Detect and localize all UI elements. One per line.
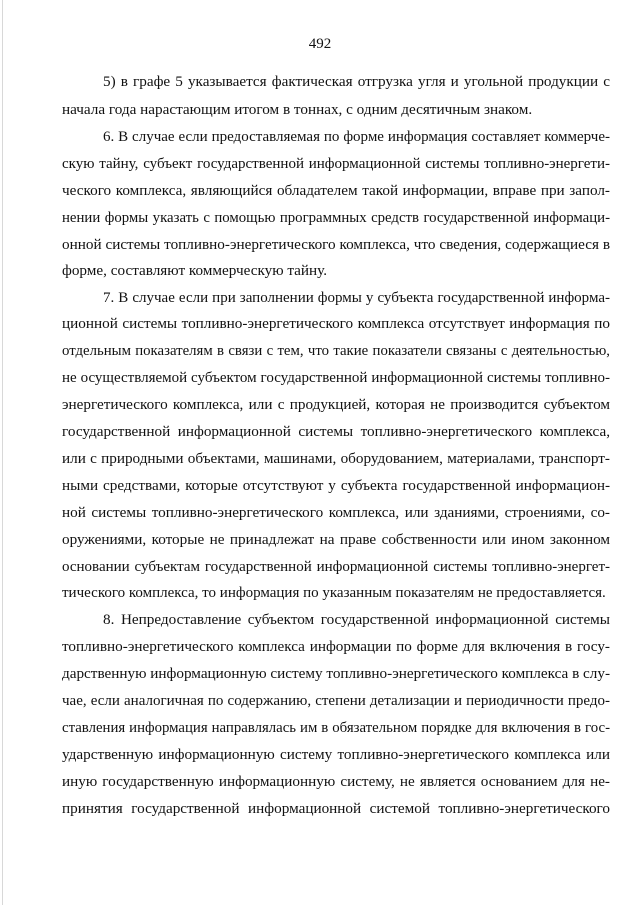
- text-line: оружениями, которые не принадлежат на праве собственности или ином законном: [62, 531, 610, 548]
- text-line: 8. Непредоставление субъектом государственной информационной системы: [103, 611, 610, 628]
- text-line: ционной системы топливно-энергетического комплекса отсутствует информация по: [62, 315, 610, 332]
- text-line: скую тайну, субъект государственной информационной системы топливно-энергети-: [62, 156, 610, 172]
- text-line: иную государственную информационную систему, не является основанием для не-: [62, 773, 610, 790]
- text-line: или с природными объектами, машинами, оборудованием, материалами, транспорт-: [62, 450, 610, 467]
- text-line: ударственную информационную систему топливно-энергетического комплекса или: [62, 746, 610, 763]
- text-line: принятия государственной информационной системой топливно-энергетического: [62, 800, 610, 817]
- text-line: 7. В случае если при заполнении формы у субъекта государственной информа-: [103, 290, 610, 306]
- text-line: нении формы указать с помощью программных средств государственной информаци-: [62, 210, 610, 226]
- text-line: энергетического комплекса, или с продукцией, которая не производится субъектом: [62, 396, 610, 413]
- text-line: ставления информация направлялась им в обязательном порядке для включения в гос-: [62, 720, 610, 736]
- text-line: ческого комплекса, являющийся обладателем такой информации, вправе при запол-: [62, 182, 610, 199]
- text-line: отдельным показателям в связи с тем, что такие показатели связаны с деятельностью,: [62, 343, 610, 359]
- page-number: 492: [308, 36, 332, 52]
- text-line: основании субъектам государственной информационной системы топливно-энергет-: [62, 559, 610, 575]
- scan-edge-line: [2, 0, 3, 905]
- text-line: онной системы топливно-энергетического комплекса, что сведения, содержащиеся в: [62, 236, 610, 253]
- text-line: ными средствами, которые отсутствуют у субъекта государственной информацион-: [62, 477, 610, 494]
- text-line: не осуществляемой субъектом государственной информационной системы топливно-: [62, 370, 610, 386]
- text-line: ной системы топливно-энергетического комплекса, или зданиями, строениями, со-: [62, 504, 610, 521]
- text-line: чае, если аналогичная по содержанию, степени детализации и периодичности предо-: [62, 693, 610, 709]
- text-line: дарственную информационную систему топливно-энергетического комплекса в слу-: [62, 665, 611, 682]
- text-line: начала года нарастающим итогом в тоннах, с одним десятичным знаком.: [62, 101, 533, 118]
- text-line: 6. В случае если предоставляемая по форме информация составляет коммерче-: [103, 129, 610, 145]
- text-line: форме, составляют коммерческую тайну.: [62, 262, 328, 279]
- text-line: топливно-энергетического комплекса информации по форме для включения в госу-: [62, 638, 610, 655]
- text-line: тического комплекса, то информация по указанным показателям не предоставляется.: [62, 585, 606, 601]
- text-line: 5) в графе 5 указывается фактическая отгрузка угля и угольной продукции с: [103, 73, 610, 90]
- text-line: государственной информационной системы топливно-энергетического комплекса,: [62, 423, 610, 440]
